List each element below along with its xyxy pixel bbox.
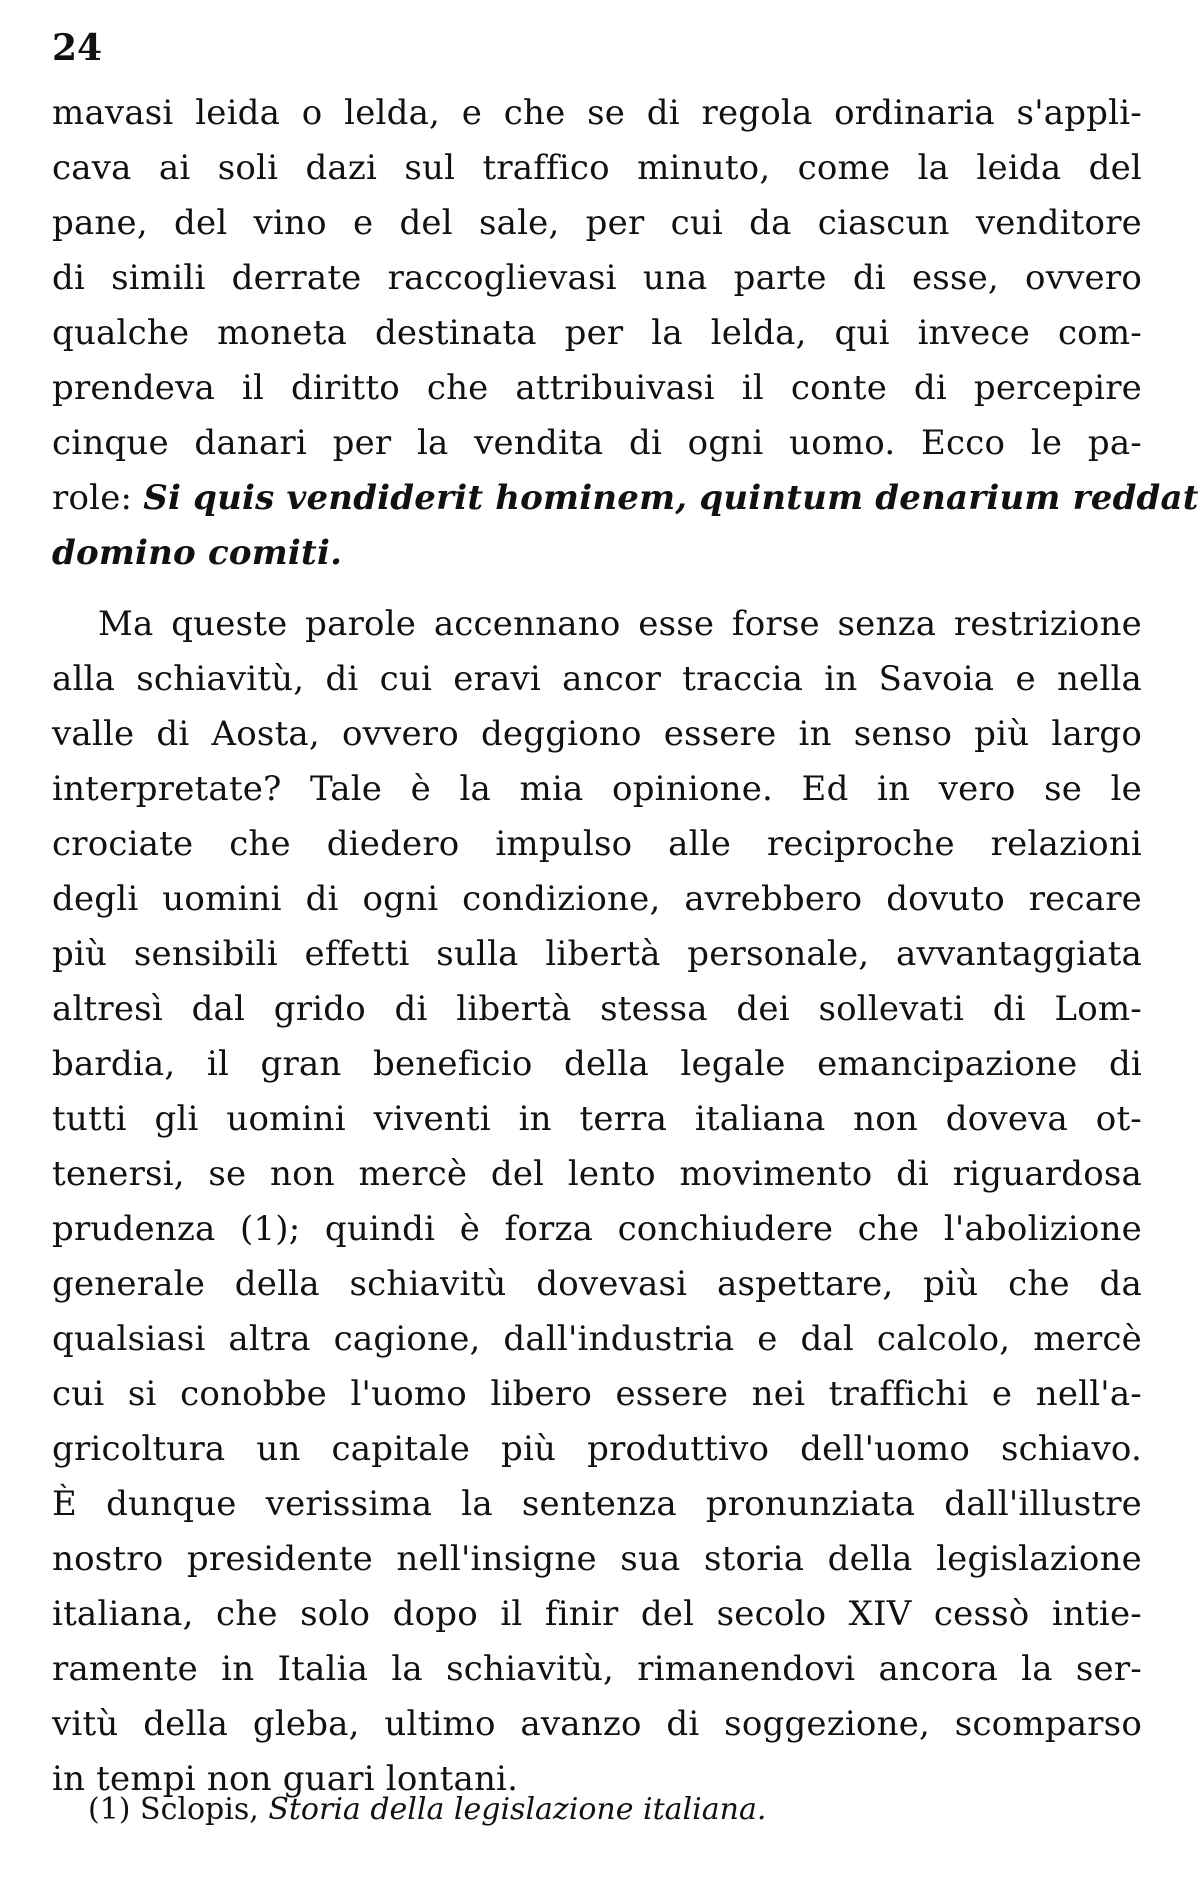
paragraph-gap bbox=[52, 581, 1142, 597]
text-line: prendeva il diritto che attribuivasi il conte di percepire bbox=[52, 368, 1142, 408]
footnote-author: Sclopis, bbox=[130, 1792, 269, 1827]
text-line: qualsiasi altra cagione, dall'industria e dal calcolo, mercè bbox=[52, 1319, 1142, 1359]
text-line bbox=[52, 471, 1199, 526]
text-line: crociate che diedero impulso alle reciproche relazioni bbox=[52, 824, 1142, 864]
text-segment: role: bbox=[52, 478, 144, 518]
footnote-marker: (1) bbox=[88, 1792, 131, 1827]
text-line: Ma queste parole accennano esse forse senza restrizione bbox=[98, 604, 1142, 644]
text-line: in tempi non guari lontani. bbox=[52, 1759, 519, 1799]
text-line: alla schiavitù, di cui eravi ancor traccia in Savoia e nella bbox=[52, 659, 1142, 699]
text-line: bardia, il gran beneficio della legale emancipazione di bbox=[52, 1044, 1142, 1084]
latin-quote: Si quis vendiderit hominem, quintum denarium reddat bbox=[143, 478, 1199, 518]
text-line: nostro presidente nell'insigne sua storia della legislazione bbox=[52, 1539, 1142, 1579]
text-line: tenersi, se non mercè del lento movimento di riguardosa bbox=[52, 1154, 1142, 1194]
body-text bbox=[52, 86, 1199, 1807]
text-line: cui si conobbe l'uomo libero essere nei traffichi e nell'a- bbox=[52, 1374, 1142, 1414]
text-line: italiana, che solo dopo il finir del secolo XIV cessò intie- bbox=[52, 1594, 1142, 1634]
text-line: vitù della gleba, ultimo avanzo di soggezione, scomparso bbox=[52, 1704, 1142, 1744]
text-line: È dunque verissima la sentenza pronunziata dall'illustre bbox=[52, 1484, 1142, 1524]
text-line: generale della schiavitù dovevasi aspettare, più che da bbox=[52, 1264, 1142, 1304]
text-line: ramente in Italia la schiavitù, rimanendovi ancora la ser- bbox=[52, 1649, 1142, 1689]
text-line: degli uomini di ogni condizione, avrebbero dovuto recare bbox=[52, 879, 1142, 919]
text-line: gricoltura un capitale più produttivo dell'uomo schiavo. bbox=[52, 1429, 1142, 1469]
page-number: 24 bbox=[52, 27, 103, 69]
text-line: più sensibili effetti sulla libertà personale, avvantaggiata bbox=[52, 934, 1142, 974]
text-line: prudenza (1); quindi è forza conchiudere che l'abolizione bbox=[52, 1209, 1142, 1249]
text-line: altresì dal grido di libertà stessa dei sollevati di Lom- bbox=[52, 989, 1142, 1029]
text-line: pane, del vino e del sale, per cui da ciascun venditore bbox=[52, 203, 1142, 243]
footnote bbox=[88, 1790, 766, 1830]
text-line: mavasi leida o lelda, e che se di regola ordinaria s'appli- bbox=[52, 93, 1142, 133]
text-line: interpretate? Tale è la mia opinione. Ed in vero se le bbox=[52, 769, 1142, 809]
footnote-title: Storia della legislazione italiana. bbox=[268, 1792, 767, 1827]
latin-quote: domino comiti. bbox=[52, 533, 343, 573]
text-line: cava ai soli dazi sul traffico minuto, come la leida del bbox=[52, 148, 1142, 188]
paragraph-1 bbox=[52, 86, 1199, 581]
text-line bbox=[52, 526, 1142, 581]
text-line: di simili derrate raccoglievasi una parte di esse, ovvero bbox=[52, 258, 1142, 298]
text-line: tutti gli uomini viventi in terra italiana non doveva ot- bbox=[52, 1099, 1142, 1139]
paragraph-2 bbox=[52, 597, 1142, 1807]
text-line: qualche moneta destinata per la lelda, qui invece com- bbox=[52, 313, 1142, 353]
text-line: cinque danari per la vendita di ogni uomo. Ecco le pa- bbox=[52, 423, 1142, 463]
text-line: valle di Aosta, ovvero deggiono essere in senso più largo bbox=[52, 714, 1142, 754]
